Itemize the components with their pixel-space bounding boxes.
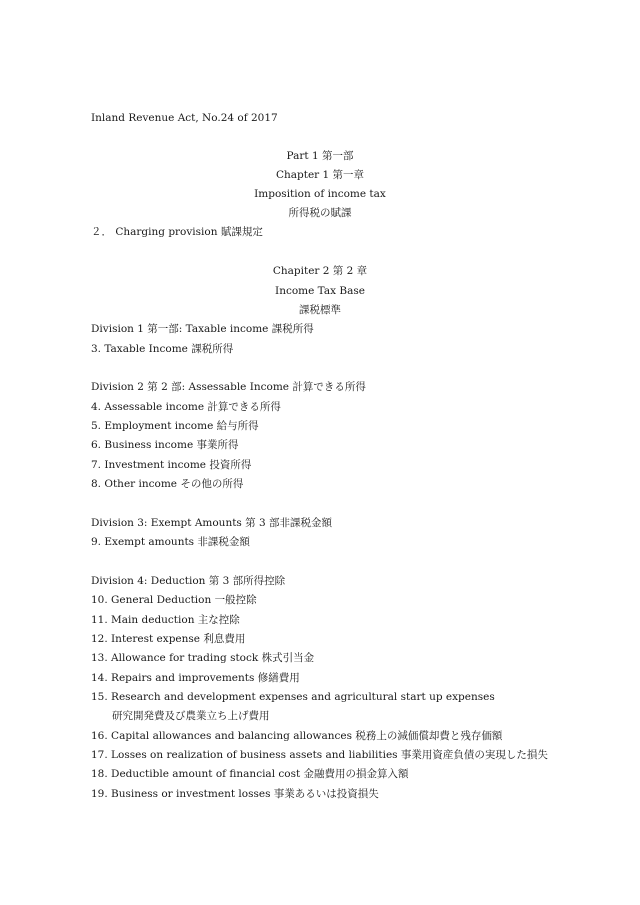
list-item: 10. General Deduction 一般控除 [91, 594, 257, 606]
act-title: Inland Revenue Act, No.24 of 2017 [91, 112, 278, 124]
division2-heading: Division 2 第 2 部: Assessable Income 計算できる所得 [91, 381, 366, 393]
section2-charging-provision: ２． Charging provision 賦課規定 [91, 226, 263, 238]
chapter2-title-en: Income Tax Base [275, 285, 365, 297]
list-item: 17. Losses on realization of business assets and liabilities 事業用資産負債の実現した損失 [91, 749, 548, 761]
chapter2-title-ja: 課税標準 [299, 304, 341, 316]
list-item: 6. Business income 事業所得 [91, 439, 239, 451]
list-item: 11. Main deduction 主な控除 [91, 614, 240, 626]
chapter1-heading: Chapter 1 第一章 [275, 169, 365, 181]
list-item: 19. Business or investment losses 事業あるいは投資損失 [91, 788, 379, 800]
part-heading: Part 1 第一部 [286, 150, 354, 162]
list-item: 18. Deductible amount of financial cost 金融費用の損金算入額 [91, 768, 409, 780]
list-item: 13. Allowance for trading stock 株式引当金 [91, 652, 315, 664]
division3-heading: Division 3: Exempt Amounts 第 3 部非課税金額 [91, 517, 333, 529]
list-item: 15. Research and development expenses and agricultural start up expenses [91, 691, 495, 703]
division1-heading: Division 1 第一部: Taxable income 課税所得 [91, 323, 314, 335]
list-item: 8. Other income その他の所得 [91, 478, 244, 490]
list-item-continuation: 研究開発費及び農業立ち上げ費用 [112, 710, 270, 722]
chapter1-title-ja: 所得税の賦課 [288, 207, 352, 219]
list-item: 12. Interest expense 利息費用 [91, 633, 246, 645]
list-item: 5. Employment income 給与所得 [91, 420, 259, 432]
list-item: 7. Investment income 投資所得 [91, 459, 252, 471]
list-item: 3. Taxable Income 課税所得 [91, 343, 234, 355]
chapter2-heading: Chapiter 2 第 2 章 [272, 265, 368, 277]
list-item: 16. Capital allowances and balancing allowances 税務上の減価償却費と残存価額 [91, 730, 503, 742]
chapter1-title-en: Imposition of income tax [254, 188, 386, 200]
list-item: 4. Assessable income 計算できる所得 [91, 401, 281, 413]
division4-heading: Division 4: Deduction 第 3 部所得控除 [91, 575, 286, 587]
list-item: 9. Exempt amounts 非課税金額 [91, 536, 250, 548]
list-item: 14. Repairs and improvements 修繕費用 [91, 672, 300, 684]
